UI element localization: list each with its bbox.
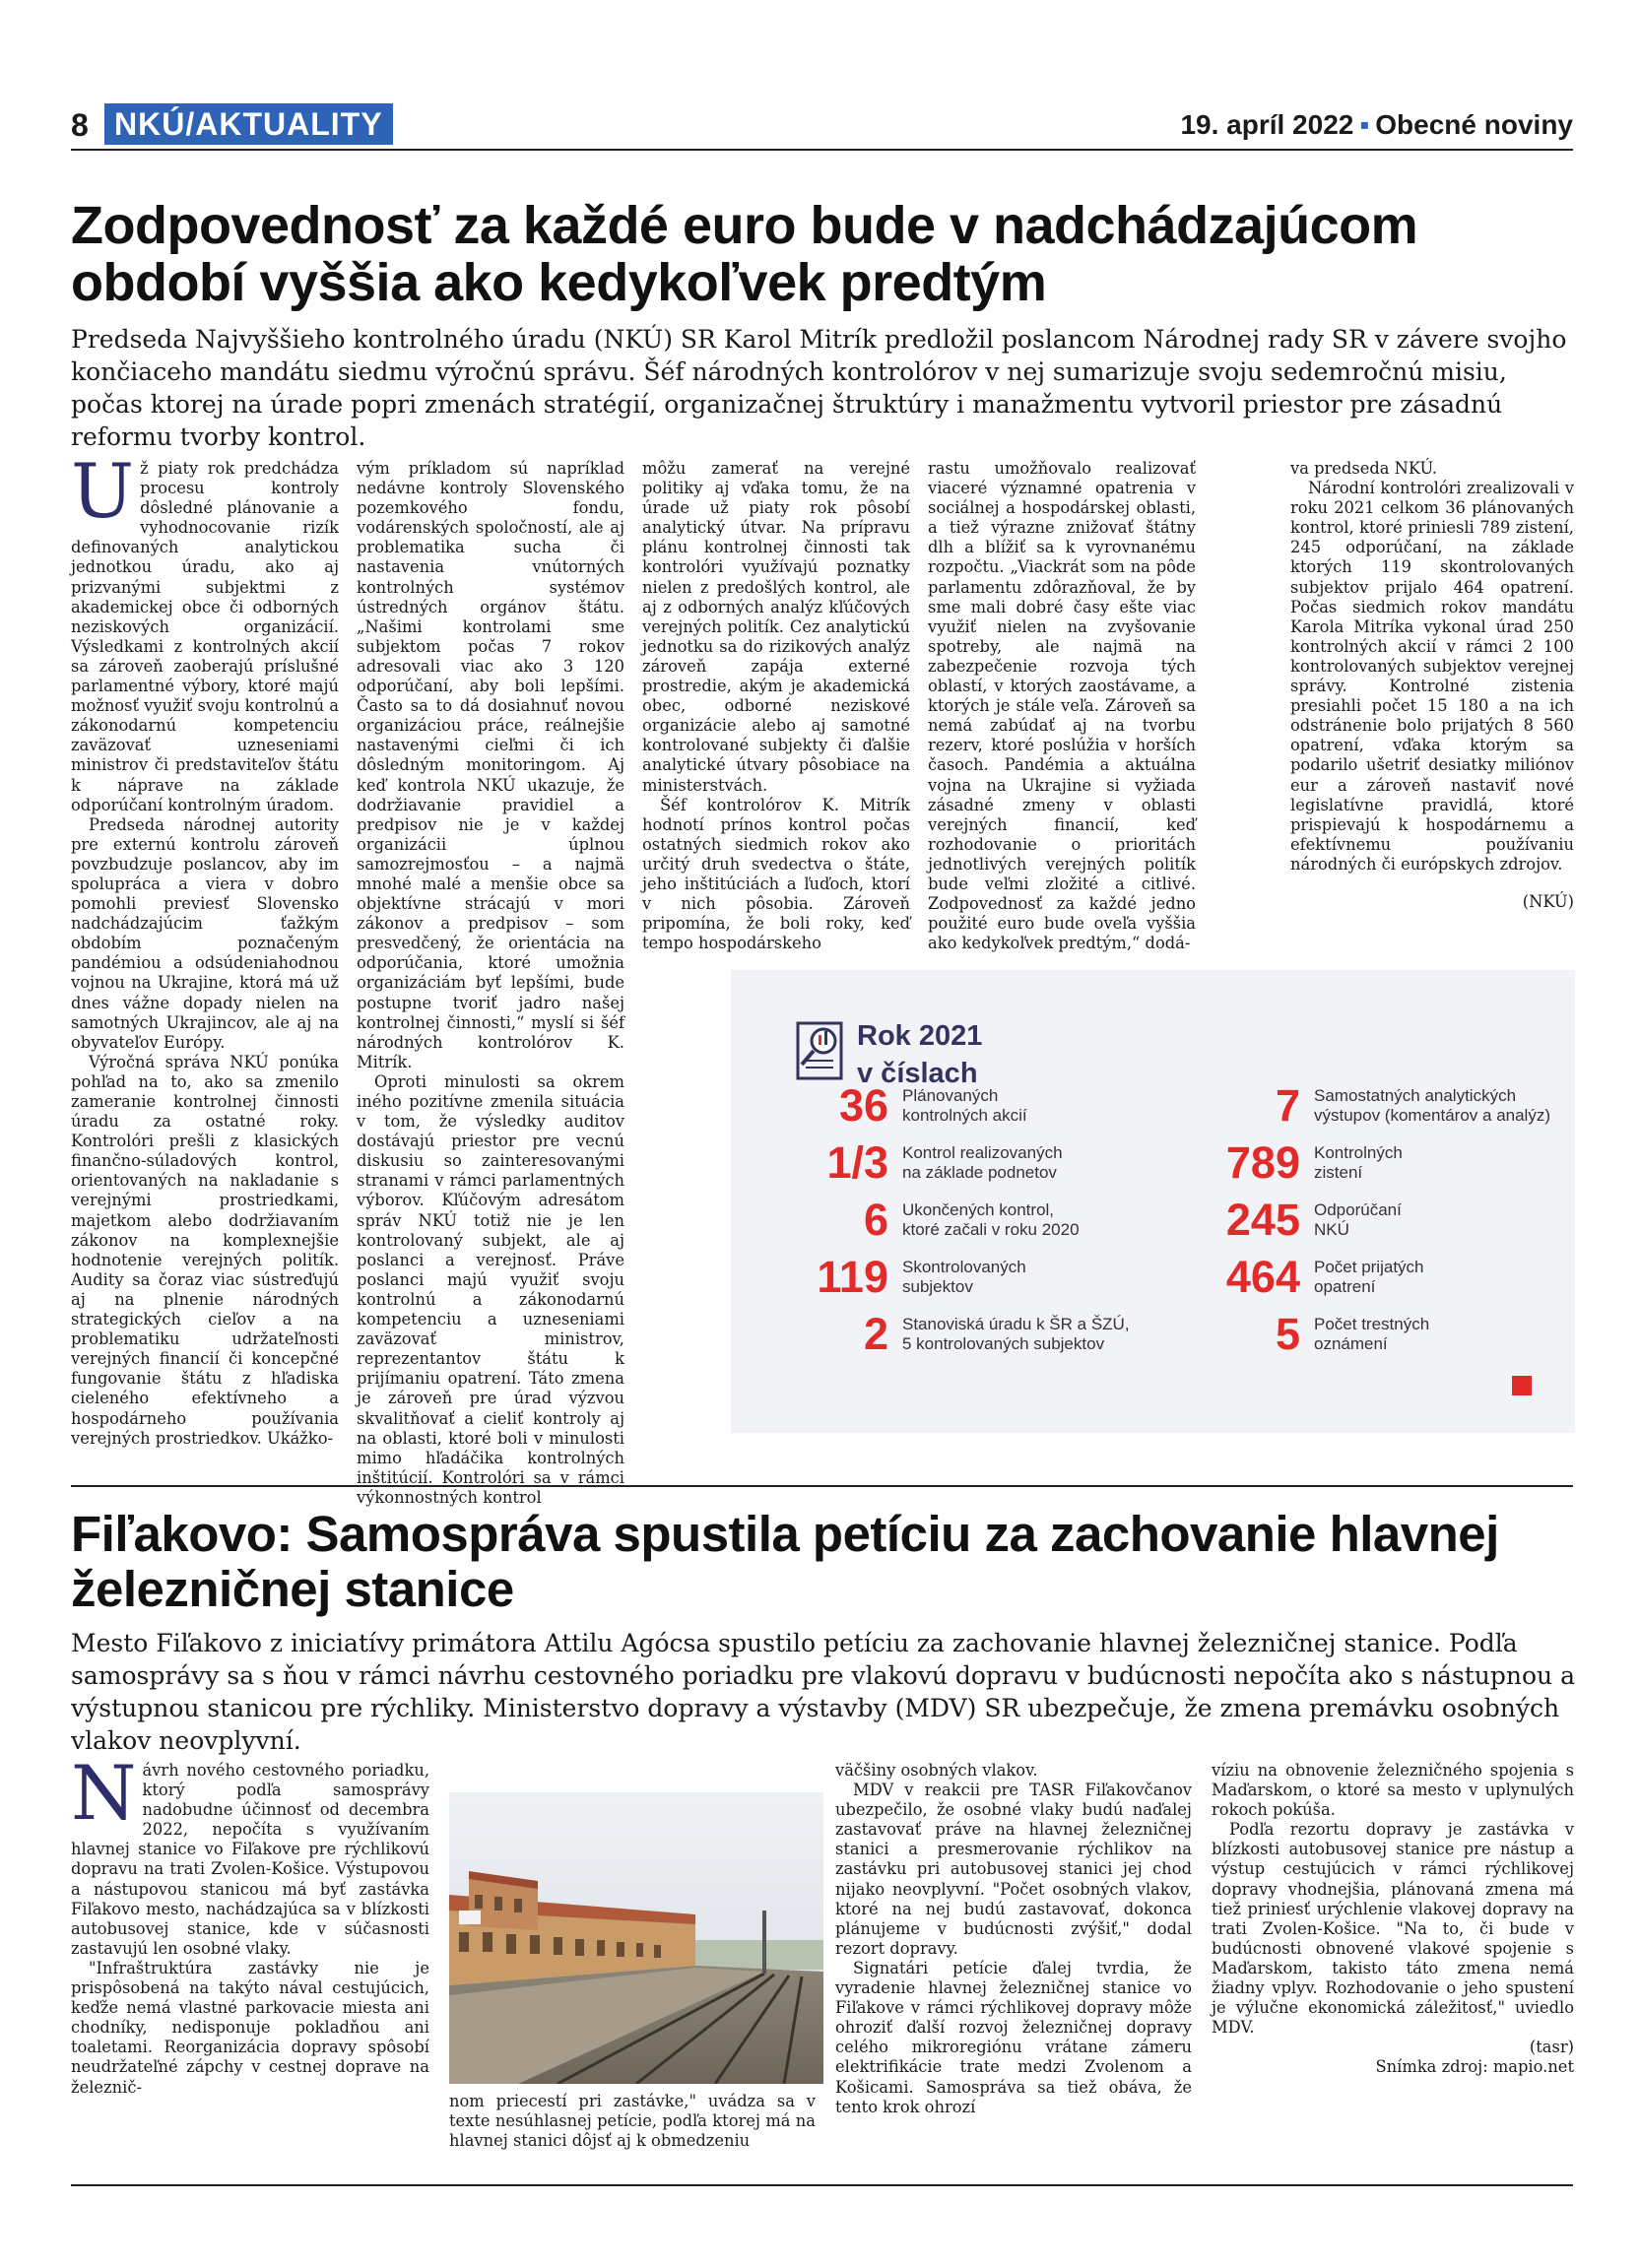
infographic-rok-2021 — [731, 970, 1575, 1433]
stat-left-2 — [731, 1195, 1080, 1246]
article1-column-4 — [928, 459, 1196, 953]
stat-label — [902, 1086, 1027, 1126]
stat-label-line1: Kontrol realizovaných — [902, 1143, 1063, 1162]
paragraph: Oproti minulosti sa okrem iného pozitívne zmenila situácia v tom, že výsledky auditov dostávajú priestor pre vecnú diskusiu so zainteresovanými stranami v rámci parlamentných výborov. Kľúčovým adresátom správ NKÚ totiž nie je len kontrolovaný subjekt, ale aj poslanci a verejnosť. Práve poslanci majú využiť svoju kontrolnú a zákonodarnú kompetenciu a uzneseniami zaväzovať ministrov, reprezentantov štátu k prijímaniu opatrení. Táto zmena je zároveň pre úrad výzvou skvalitňovať a cieliť kontroly aj na oblasti, ktoré boli v minulosti mimo hľadáčika kontrolných inštitúcií. Kontrolóri sa v rámci výkonnostných kontrol — [357, 1071, 624, 1507]
signature: (NKÚ) — [1522, 891, 1574, 911]
stat-label-line2: subjektov — [902, 1277, 973, 1296]
paragraph: Signatári petície ďalej tvrdia, že vyradenie hlavnej železničnej stanice vo Fiľakove v rámci rýchlikovej dopravy môže ohroziť ďalší rozvoj železničnej dopravy celého mikroregiónu vrátane zámeru elektrifikácie trate medzi Zvolenom a Košicami. Samospráva sa tiež obáva, že tento krok ohrozí — [835, 1958, 1192, 2116]
article2-lead: Mesto Fiľakovo z iniciatívy primátora Attilu Agócsa spustilo petíciu za zachovanie hlavnej železničnej stanice. Podľa samosprávy sa s ňou v rámci návrhu cestovného poriadku pre vlakovú dopravu v budúcnosti nepočíta ako s nástupnou a výstupnou stanicou pre rýchliky. Ministerstvo dopravy a výstavby (MDV) SR ubezpečuje, že zmena premávku osobných vlakov neovplyvní. — [71, 1629, 1575, 1755]
stat-number: 789 — [1225, 1137, 1300, 1188]
infographic-title-line1: Rok 2021 — [857, 1020, 983, 1052]
article-separator — [71, 1485, 1573, 1487]
stat-label — [1314, 1086, 1550, 1126]
paragraph: Šéf kontrolórov K. Mitrík hodnotí prínos kontrol počas ostatných siedmich rokov ako určitý druh svedectva o štáte, jeho inštitúciách a ľuďoch, ktorí v nich pôsobia. Zároveň pripomína, že boli roky, keď tempo hospodárskeho — [642, 795, 910, 953]
stat-label-line2: oznámení — [1314, 1334, 1388, 1353]
stat-left-4 — [731, 1309, 1130, 1360]
stat-number: 5 — [1275, 1309, 1300, 1359]
paragraph: Podľa rezortu dopravy je zastávka v blízkosti autobusovej stanice pre nástup a výstup cestujúcich v rámci rýchlikovej dopravy vhodnejšia, plánovaná zmena má tiež priniesť urýchlenie vlakovej dopravy na trati Zvolen-Košice. "Na to, či bude v budúcnosti obnovené vlakové spojenie s Maďarskom, takisto táto zmena nemá žiadny vplyv. Rozhodovanie o jeho spustení je výlučne ekonomická záležitosť," uviedlo MDV. — [1212, 1820, 1574, 2038]
stat-number: 464 — [1225, 1252, 1300, 1302]
article1-column-2 — [357, 459, 624, 1508]
date-text: 19. apríl 2022 — [1180, 109, 1354, 140]
paragraph: "Infraštruktúra zastávky nie je prispôsobená na takýto nával cestujúcich, keďže nemá vlastné parkovacie miesta ani chodníky, nedisponuje pokladňou ani toaletami. Reorganizácia dopravy spôsobí neudržateľné zápchy v cestnej doprave na železnič- — [71, 1958, 429, 2097]
paragraph: MDV v reakcii pre TASR Fiľakovčanov ubezpečilo, že osobné vlaky budú naďalej zastavovať práve na hlavnej železničnej stanici a presmerovanie rýchlikov na zastávku pri autobusovej stanici jej chod nijako neovplyvní. "Počet osobných vlakov, ktoré na nej budú zastavovať, dokonca plánujeme v budúcnosti zvýšiť," dodal rezort dopravy. — [835, 1781, 1192, 1958]
stat-right-3 — [1152, 1252, 1424, 1303]
stat-label — [1314, 1258, 1424, 1297]
article2-column-1 — [71, 1749, 429, 2098]
station-photo-icon — [449, 1792, 823, 2084]
paragraph: Predseda národnej autority pre externú kontrolu zároveň povzbudzuje poslancov, aby im spolupráca a viera v dobro pomohli previesť Slovensko nadchádzajúcim ťažkým obdobím poznačeným pandémiou a odsúdeniahodnou vojnou na Ukrajine, ktorá má už dnes vážne dopady nielen na samotných Ukrajincov, ale aj na obyvateľov Európy. — [71, 814, 339, 1052]
paragraph: môžu zamerať na verejné politiky aj vďaka tomu, že na úrade už piaty rok pôsobí analytický útvar. Na prípravu plánu kontrolnej činnosti tak kontrolóri využívajú poznatky nielen z predošlých kontrol, ale aj z odborných analýz kľúčových verejných politík. Cez analytickú jednotku sa do rizikových analýz zároveň zapája externé prostredie, akým je akademická obec, odborné neziskové organizácie alebo aj samotné kontrolované subjekty či ďalšie analytické útvary pôsobiace na ministerstvách. — [642, 459, 910, 795]
separator-dot-icon: ▪ — [1359, 109, 1370, 140]
article2-column-2 — [449, 2092, 816, 2151]
paragraph: va predseda NKÚ. — [1290, 459, 1437, 478]
stat-label-line2: ktoré začali v roku 2020 — [902, 1220, 1080, 1239]
stat-label — [902, 1200, 1080, 1240]
article2-column-3 — [835, 1761, 1192, 2117]
article1-title: Zodpovednosť za každé euro bude v nadchádzajúcom období vyššia ako kedykoľvek predtým — [71, 196, 1418, 312]
stat-number: 1/3 — [826, 1137, 888, 1188]
stat-label-line2: kontrolných akcií — [902, 1106, 1027, 1125]
dropcap: N — [71, 1749, 137, 1837]
stat-label — [902, 1258, 1026, 1297]
stat-label-line1: Kontrolných — [1314, 1143, 1403, 1162]
stat-number: 2 — [863, 1309, 888, 1359]
stat-label-line2: zistení — [1314, 1163, 1363, 1182]
stat-label-line1: Ukončených kontrol, — [902, 1200, 1055, 1219]
paragraph: Výročná správa NKÚ ponúka pohľad na to, ako sa zmenilo zameranie kontrolnej činnosti úradu za ostatné roky. Kontrolóri prešli z klasických finančno-súladových kontrol, orientovaných na nakladanie s verejnými prostriedkami, majetkom alebo dodržiavaním zákonov na komplexnejšie hodnotenie verejných politík. Audity sa čoraz viac sústreďujú aj na plnenie národných strategických cieľov a na problematiku udržateľnosti verejných financií či koncepčné fungovanie štátu z hľadiska cieleného efektívneho a hospodárneho používania verejných prostriedkov. Ukážko- — [71, 1052, 339, 1448]
stat-label-line2: na základe podnetov — [902, 1163, 1057, 1182]
stat-left-3 — [731, 1252, 1026, 1303]
article1-column-5 — [1290, 459, 1574, 912]
article1-lead: Predseda Najvyššieho kontrolného úradu (NKÚ) SR Karol Mitrík predložil poslancom Národnej rady SR v závere svojho končiaceho mandátu siedmu výročnú správu. Šéf národných kontrolórov v nej sumarizuje svoju sedemročnú misiu, počas ktorej na úrade popri zmenách stratégií, organizačnej štruktúry i manažmentu vytvoril priestor pre zásadnú reformu tvorby kontrol. — [71, 325, 1567, 451]
paragraph: Národní kontrolóri zrealizovali v roku 2021 celkom 36 plánovaných kontrol, ktoré priniesli 789 zistení, 245 odporúčaní, na základe ktorých 119 skontrolovaných subjektov prijalo 464 opatrení. Počas siedmich rokov mandátu Karola Mitríka vykonal úrad 250 kontrolných akcií v rámci 2 100 kontrolovaných subjektov verejnej správy. Kontrolné zistenia presiahli počet 15 180 a na ich odstránenie bolo prijatých 8 560 opatrení, vďaka ktorým sa podarilo ušetriť desiatky miliónov eur a zároveň nastaviť nové legislatívne pravidlá, ktoré prispievajú k hospodárnemu a efektívnemu používaniu národných či európskych zdrojov. — [1290, 479, 1574, 874]
stat-right-2 — [1152, 1195, 1402, 1246]
article1-column-3 — [642, 459, 910, 953]
accent-square — [1512, 1376, 1532, 1395]
stat-label-line1: Počet trestných — [1314, 1315, 1430, 1333]
section-label: NKÚ/AKTUALITY — [104, 103, 393, 145]
stat-left-1 — [731, 1137, 1063, 1189]
issue-date — [1180, 109, 1573, 141]
stat-label-line1: Skontrolovaných — [902, 1258, 1026, 1276]
stat-label-line1: Počet prijatých — [1314, 1258, 1424, 1276]
article2-title: Fiľakovo: Samospráva spustila petíciu za zachovanie hlavnej železničnej stanice — [71, 1506, 1499, 1617]
stat-label — [1314, 1143, 1403, 1183]
stat-right-4 — [1152, 1309, 1429, 1360]
header-rule — [71, 149, 1573, 151]
stat-label — [1314, 1315, 1429, 1354]
article1-column-1 — [71, 447, 339, 1449]
stat-label-line2: 5 kontrolovaných subjektov — [902, 1334, 1105, 1353]
paragraph: ávrh nového cestovného poriadku, ktorý podľa samosprávy nadobudne účinnosť od decembra 2022, nepočíta s využívaním hlavnej stanice vo Fiľakove pre rýchlikovú dopravu na trati Zvolen-Košice. Výstupovou a nástupovou stanicou má byť zastávka Fiľakovo mesto, nachádzajúca sa v blízkosti autobusovej stanice, kde v súčasnosti zastavujú len osobné vlaky. — [71, 1761, 429, 1958]
page-header — [71, 103, 1573, 149]
paragraph: ž piaty rok predchádza procesu kontroly dôsledné plánovanie a vyhodnocovanie rizík definovaných analytickou jednotkou úradu, ako aj prizvanými subjektmi z akademickej obce či odborných neziskových organizácií. Výsledkami z kontrolných akcií sa zároveň zaoberajú príslušné parlamentné výbory, ktoré majú možnosť využiť svoju kontrolnú a zákonodarnú kompetenciu zaväzovať uzneseniami ministrov či predstaviteľov štátu k náprave na základe odporúčaní kontrolným úradom. — [71, 459, 339, 814]
paragraph: väčšiny osobných vlakov. — [835, 1761, 1038, 1780]
stat-label-line1: Samostatných analytických — [1314, 1086, 1517, 1105]
report-magnifier-icon — [794, 1015, 851, 1086]
paragraph: rastu umožňovalo realizovať viaceré významné opatrenia v sociálnej a hospodárskej oblasti, a tiež výrazne znižovať štátny dlh a blížiť sa k vyrovnanému rozpočtu. „Viackrát som na pôde parlamentu zdôrazňoval, že by sme mali dobré časy ešte viac využiť nielen na zvyšovanie spotreby, ale najmä na zabezpečenie rozvoja tých oblastí, v ktorých zaostávame, a ktorých je stále veľa. Zároveň sa nemá zabúdať aj na tvorbu rezerv, ktoré poslúžia v horších časoch. Pandémia a aktuálna vojna na Ukrajine si vyžiada zásadné zmeny v oblasti verejných financií, keď rozhodovanie o prioritách jednotlivých verejných politík bude veľmi zložité a citlivé. Zodpovednosť za každé jedno použité euro bude oveľa vyššia ako kedykoľvek predtým,“ dodá- — [928, 459, 1196, 953]
paragraph: nom priecestí pri zastávke," uvádza sa v texte nesúhlasnej petície, podľa ktorej má na hlavnej stanici dôjsť aj k obmedzeniu — [449, 2092, 816, 2151]
paragraph: víziu na obnovenie železničného spojenia s Maďarskom, o ktoré sa mesto v uplynulých rokoch pokúša. — [1212, 1761, 1574, 1820]
stat-label — [902, 1315, 1130, 1354]
stat-right-1 — [1152, 1137, 1403, 1189]
stat-label — [1314, 1200, 1402, 1240]
stat-right-0 — [1152, 1080, 1550, 1132]
train-station-photo — [449, 1792, 823, 2084]
paragraph: vým príkladom sú napríklad nedávne kontroly Slovenského pozemkového fondu, vodárenských spoločností, ale aj problematika sucha či nastavenia vnútorných kontrolných systémov ústredných orgánov štátu. „Našimi kontrolami sme subjektom počas 7 rokov adresovali viac ako 3 120 odporúčaní, aby boli lepšími. Často sa to dá dosiahnuť novou organizáciou práce, reálnejšie nastavenými cieľmi či ich dôsledným monitoringom. Aj keď kontrola NKÚ ukazuje, že dodržiavanie pravidiel a predpisov nie je v každej organizácii úplnou samozrejmosťou – a najmä mnohé malé a menšie obce sa objektívne strácajú v mori zákonov a predpisov – som presvedčený, že orientácia na odporúčania, ktoré umožnia organizáciám byť lepšími, bude postupne tvoriť jadro našej kontrolnej činnosti,“ myslí si šéf národných kontrolórov K. Mitrík. — [357, 459, 624, 1071]
stat-number: 119 — [817, 1252, 888, 1302]
stat-label-line1: Stanoviská úradu k ŠR a ŠZÚ, — [902, 1315, 1130, 1333]
stat-number: 36 — [838, 1080, 888, 1131]
stat-left-0 — [731, 1080, 1027, 1132]
page-number: 8 — [71, 107, 89, 143]
article2-column-4 — [1212, 1761, 1574, 2078]
stat-label-line2: opatrení — [1314, 1277, 1376, 1296]
infographic-title-line2: v číslach — [857, 1058, 978, 1089]
stat-label-line1: Plánovaných — [902, 1086, 999, 1105]
stat-label-line2: výstupov (komentárov a analýz) — [1314, 1106, 1550, 1125]
stat-number: 7 — [1275, 1080, 1300, 1131]
publication-name: Obecné noviny — [1375, 109, 1573, 140]
signature: (tasr) — [1529, 2038, 1574, 2057]
stat-label-line2: NKÚ — [1314, 1220, 1349, 1239]
stat-label — [902, 1143, 1063, 1183]
stat-number: 6 — [863, 1195, 888, 1245]
stat-label-line1: Odporúčaní — [1314, 1200, 1402, 1219]
footer-rule — [71, 2184, 1573, 2186]
stat-number: 245 — [1225, 1195, 1300, 1245]
photo-credit: Snímka zdroj: mapio.net — [1375, 2057, 1574, 2077]
dropcap: U — [71, 447, 135, 535]
